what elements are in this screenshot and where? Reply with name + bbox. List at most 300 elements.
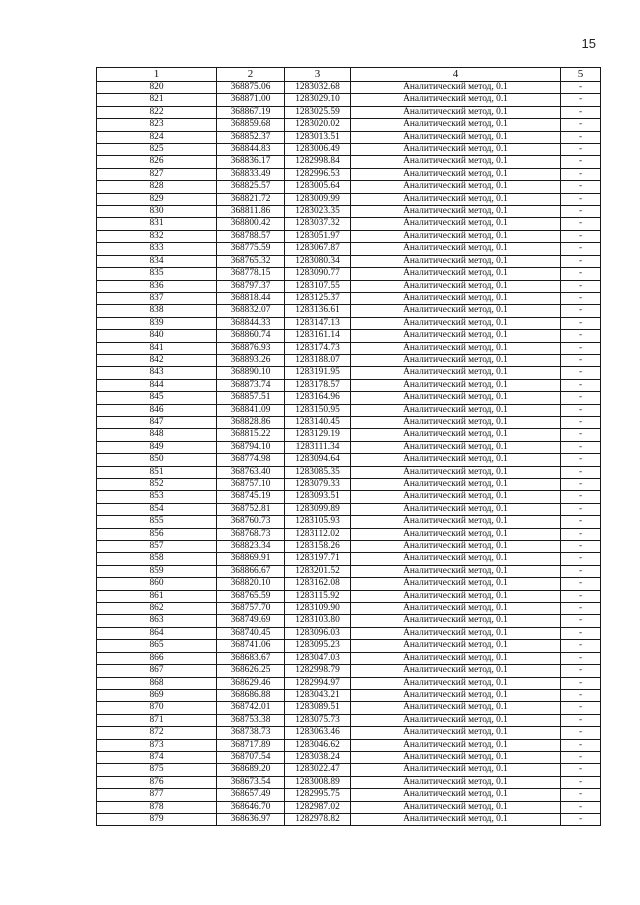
cell-description: - (561, 131, 601, 143)
cell-coordinate-x: 368760.73 (217, 516, 285, 528)
cell-coordinate-y: 1283094.64 (285, 454, 351, 466)
cell-coordinate-y: 1283096.03 (285, 627, 351, 639)
cell-description: - (561, 206, 601, 218)
table-row (97, 479, 601, 491)
cell-method-accuracy: Аналитический метод, 0.1 (351, 801, 561, 813)
cell-coordinate-y: 1283129.19 (285, 429, 351, 441)
cell-coordinate-x: 368844.33 (217, 317, 285, 329)
cell-description: - (561, 367, 601, 379)
table-row (97, 268, 601, 280)
table-row (97, 689, 601, 701)
cell-coordinate-x: 368836.17 (217, 156, 285, 168)
cell-coordinate-x: 368717.89 (217, 739, 285, 751)
cell-description: - (561, 603, 601, 615)
table-row (97, 652, 601, 664)
table-row (97, 640, 601, 652)
cell-coordinate-x: 368859.68 (217, 119, 285, 131)
cell-description: - (561, 528, 601, 540)
cell-coordinate-x: 368657.49 (217, 789, 285, 801)
cell-coordinate-y: 1283006.49 (285, 144, 351, 156)
cell-coordinate-y: 1283201.52 (285, 565, 351, 577)
cell-point-number: 822 (97, 106, 217, 118)
cell-method-accuracy: Аналитический метод, 0.1 (351, 665, 561, 677)
cell-description: - (561, 479, 601, 491)
cell-description: - (561, 218, 601, 230)
table-row (97, 429, 601, 441)
cell-method-accuracy: Аналитический метод, 0.1 (351, 317, 561, 329)
cell-point-number: 828 (97, 181, 217, 193)
cell-description: - (561, 317, 601, 329)
cell-coordinate-x: 368749.69 (217, 615, 285, 627)
cell-description: - (561, 280, 601, 292)
cell-coordinate-y: 1283013.51 (285, 131, 351, 143)
cell-method-accuracy: Аналитический метод, 0.1 (351, 354, 561, 366)
cell-point-number: 876 (97, 776, 217, 788)
cell-description: - (561, 689, 601, 701)
cell-description: - (561, 305, 601, 317)
cell-description: - (561, 813, 601, 825)
cell-description: - (561, 454, 601, 466)
cell-point-number: 864 (97, 627, 217, 639)
cell-description: - (561, 491, 601, 503)
cell-method-accuracy: Аналитический метод, 0.1 (351, 156, 561, 168)
table-row (97, 776, 601, 788)
cell-description: - (561, 292, 601, 304)
cell-description: - (561, 665, 601, 677)
cell-coordinate-y: 1283095.23 (285, 640, 351, 652)
cell-coordinate-y: 1283158.26 (285, 541, 351, 553)
table-row (97, 119, 601, 131)
cell-coordinate-x: 368815.22 (217, 429, 285, 441)
cell-coordinate-y: 1283103.80 (285, 615, 351, 627)
cell-description: - (561, 342, 601, 354)
cell-coordinate-y: 1283174.73 (285, 342, 351, 354)
cell-coordinate-x: 368753.38 (217, 714, 285, 726)
header-point-number: 1 (97, 68, 217, 82)
cell-method-accuracy: Аналитический метод, 0.1 (351, 367, 561, 379)
cell-point-number: 851 (97, 466, 217, 478)
cell-point-number: 825 (97, 144, 217, 156)
cell-description: - (561, 565, 601, 577)
cell-method-accuracy: Аналитический метод, 0.1 (351, 739, 561, 751)
cell-method-accuracy: Аналитический метод, 0.1 (351, 565, 561, 577)
cell-coordinate-x: 368738.73 (217, 727, 285, 739)
table-row (97, 168, 601, 180)
cell-coordinate-x: 368752.81 (217, 503, 285, 515)
cell-point-number: 835 (97, 268, 217, 280)
cell-method-accuracy: Аналитический метод, 0.1 (351, 392, 561, 404)
table-row (97, 367, 601, 379)
cell-coordinate-x: 368797.37 (217, 280, 285, 292)
cell-method-accuracy: Аналитический метод, 0.1 (351, 119, 561, 131)
cell-coordinate-x: 368893.26 (217, 354, 285, 366)
cell-point-number: 843 (97, 367, 217, 379)
cell-method-accuracy: Аналитический метод, 0.1 (351, 627, 561, 639)
cell-coordinate-y: 1283051.97 (285, 230, 351, 242)
table-row (97, 230, 601, 242)
cell-point-number: 868 (97, 677, 217, 689)
cell-coordinate-x: 368866.67 (217, 565, 285, 577)
table-row (97, 578, 601, 590)
table-row (97, 317, 601, 329)
cell-description: - (561, 466, 601, 478)
coordinates-table (96, 67, 601, 826)
cell-coordinate-y: 1282998.84 (285, 156, 351, 168)
cell-description: - (561, 354, 601, 366)
table-row (97, 243, 601, 255)
cell-coordinate-y: 1283047.03 (285, 652, 351, 664)
cell-coordinate-y: 1283197.71 (285, 553, 351, 565)
table-row (97, 82, 601, 94)
cell-coordinate-y: 1283046.62 (285, 739, 351, 751)
cell-method-accuracy: Аналитический метод, 0.1 (351, 479, 561, 491)
cell-point-number: 866 (97, 652, 217, 664)
cell-method-accuracy: Аналитический метод, 0.1 (351, 714, 561, 726)
table-row (97, 466, 601, 478)
table-row (97, 144, 601, 156)
cell-coordinate-y: 1283112.02 (285, 528, 351, 540)
cell-description: - (561, 789, 601, 801)
cell-point-number: 832 (97, 230, 217, 242)
table-row (97, 342, 601, 354)
cell-method-accuracy: Аналитический метод, 0.1 (351, 441, 561, 453)
table-row (97, 565, 601, 577)
cell-coordinate-y: 1283093.51 (285, 491, 351, 503)
cell-point-number: 821 (97, 94, 217, 106)
cell-method-accuracy: Аналитический метод, 0.1 (351, 342, 561, 354)
table-header (97, 68, 601, 82)
cell-method-accuracy: Аналитический метод, 0.1 (351, 292, 561, 304)
table-row (97, 280, 601, 292)
cell-point-number: 874 (97, 751, 217, 763)
cell-point-number: 862 (97, 603, 217, 615)
cell-coordinate-y: 1283025.59 (285, 106, 351, 118)
cell-method-accuracy: Аналитический метод, 0.1 (351, 144, 561, 156)
cell-description: - (561, 627, 601, 639)
cell-method-accuracy: Аналитический метод, 0.1 (351, 640, 561, 652)
cell-point-number: 852 (97, 479, 217, 491)
cell-coordinate-y: 1282987.02 (285, 801, 351, 813)
cell-coordinate-x: 368636.97 (217, 813, 285, 825)
table-body (97, 82, 601, 826)
cell-coordinate-x: 368832.07 (217, 305, 285, 317)
cell-coordinate-y: 1282995.75 (285, 789, 351, 801)
cell-point-number: 849 (97, 441, 217, 453)
cell-coordinate-y: 1283105.93 (285, 516, 351, 528)
cell-coordinate-y: 1283085.35 (285, 466, 351, 478)
cell-method-accuracy: Аналитический метод, 0.1 (351, 379, 561, 391)
table-row (97, 441, 601, 453)
cell-coordinate-x: 368890.10 (217, 367, 285, 379)
cell-coordinate-x: 368768.73 (217, 528, 285, 540)
cell-method-accuracy: Аналитический метод, 0.1 (351, 106, 561, 118)
page-number: 15 (581, 36, 596, 51)
cell-coordinate-y: 1283022.47 (285, 764, 351, 776)
cell-coordinate-y: 1283080.34 (285, 255, 351, 267)
cell-description: - (561, 230, 601, 242)
cell-coordinate-x: 368742.01 (217, 702, 285, 714)
cell-coordinate-x: 368860.74 (217, 330, 285, 342)
cell-description: - (561, 416, 601, 428)
cell-coordinate-y: 1283023.35 (285, 206, 351, 218)
table-row (97, 354, 601, 366)
cell-point-number: 833 (97, 243, 217, 255)
table-row (97, 677, 601, 689)
table-row (97, 491, 601, 503)
cell-point-number: 829 (97, 193, 217, 205)
cell-point-number: 839 (97, 317, 217, 329)
cell-coordinate-x: 368740.45 (217, 627, 285, 639)
cell-coordinate-y: 1283063.46 (285, 727, 351, 739)
cell-description: - (561, 404, 601, 416)
cell-point-number: 842 (97, 354, 217, 366)
cell-coordinate-x: 368683.67 (217, 652, 285, 664)
table-row (97, 603, 601, 615)
cell-coordinate-y: 1283136.61 (285, 305, 351, 317)
table-row (97, 305, 601, 317)
cell-point-number: 869 (97, 689, 217, 701)
cell-point-number: 831 (97, 218, 217, 230)
cell-method-accuracy: Аналитический метод, 0.1 (351, 590, 561, 602)
cell-method-accuracy: Аналитический метод, 0.1 (351, 702, 561, 714)
cell-coordinate-y: 1283079.33 (285, 479, 351, 491)
cell-point-number: 846 (97, 404, 217, 416)
table-row (97, 392, 601, 404)
cell-method-accuracy: Аналитический метод, 0.1 (351, 578, 561, 590)
cell-method-accuracy: Аналитический метод, 0.1 (351, 652, 561, 664)
cell-method-accuracy: Аналитический метод, 0.1 (351, 429, 561, 441)
cell-point-number: 875 (97, 764, 217, 776)
cell-description: - (561, 727, 601, 739)
cell-method-accuracy: Аналитический метод, 0.1 (351, 727, 561, 739)
cell-description: - (561, 702, 601, 714)
cell-description: - (561, 330, 601, 342)
table-row (97, 789, 601, 801)
cell-coordinate-x: 368673.54 (217, 776, 285, 788)
cell-coordinate-x: 368867.19 (217, 106, 285, 118)
table-row (97, 206, 601, 218)
cell-method-accuracy: Аналитический метод, 0.1 (351, 193, 561, 205)
cell-coordinate-x: 368794.10 (217, 441, 285, 453)
cell-method-accuracy: Аналитический метод, 0.1 (351, 454, 561, 466)
cell-point-number: 858 (97, 553, 217, 565)
cell-coordinate-x: 368833.49 (217, 168, 285, 180)
table-row (97, 404, 601, 416)
table-row (97, 541, 601, 553)
cell-point-number: 863 (97, 615, 217, 627)
cell-coordinate-y: 1283075.73 (285, 714, 351, 726)
cell-coordinate-y: 1283140.45 (285, 416, 351, 428)
cell-point-number: 872 (97, 727, 217, 739)
cell-description: - (561, 144, 601, 156)
table-row (97, 131, 601, 143)
table-row (97, 714, 601, 726)
cell-coordinate-y: 1283067.87 (285, 243, 351, 255)
cell-coordinate-y: 1283029.10 (285, 94, 351, 106)
cell-method-accuracy: Аналитический метод, 0.1 (351, 615, 561, 627)
cell-coordinate-y: 1283178.57 (285, 379, 351, 391)
cell-description: - (561, 119, 601, 131)
cell-coordinate-x: 368821.72 (217, 193, 285, 205)
cell-description: - (561, 193, 601, 205)
cell-description: - (561, 243, 601, 255)
cell-point-number: 853 (97, 491, 217, 503)
cell-coordinate-x: 368774.98 (217, 454, 285, 466)
table-row (97, 553, 601, 565)
cell-description: - (561, 379, 601, 391)
cell-coordinate-y: 1283150.95 (285, 404, 351, 416)
cell-coordinate-x: 368686.88 (217, 689, 285, 701)
cell-point-number: 871 (97, 714, 217, 726)
cell-method-accuracy: Аналитический метод, 0.1 (351, 466, 561, 478)
cell-coordinate-x: 368869.91 (217, 553, 285, 565)
cell-coordinate-x: 368800.42 (217, 218, 285, 230)
cell-coordinate-x: 368876.93 (217, 342, 285, 354)
cell-point-number: 870 (97, 702, 217, 714)
table-row (97, 156, 601, 168)
cell-point-number: 867 (97, 665, 217, 677)
cell-method-accuracy: Аналитический метод, 0.1 (351, 528, 561, 540)
cell-method-accuracy: Аналитический метод, 0.1 (351, 268, 561, 280)
cell-coordinate-y: 1283111.34 (285, 441, 351, 453)
cell-point-number: 841 (97, 342, 217, 354)
cell-coordinate-y: 1283009.99 (285, 193, 351, 205)
cell-point-number: 827 (97, 168, 217, 180)
cell-point-number: 820 (97, 82, 217, 94)
cell-point-number: 840 (97, 330, 217, 342)
cell-coordinate-x: 368823.34 (217, 541, 285, 553)
cell-coordinate-y: 1283162.08 (285, 578, 351, 590)
cell-method-accuracy: Аналитический метод, 0.1 (351, 689, 561, 701)
cell-description: - (561, 615, 601, 627)
cell-description: - (561, 106, 601, 118)
cell-description: - (561, 640, 601, 652)
cell-coordinate-y: 1282978.82 (285, 813, 351, 825)
cell-coordinate-y: 1283043.21 (285, 689, 351, 701)
cell-method-accuracy: Аналитический метод, 0.1 (351, 206, 561, 218)
cell-method-accuracy: Аналитический метод, 0.1 (351, 776, 561, 788)
cell-coordinate-y: 1283147.13 (285, 317, 351, 329)
cell-coordinate-x: 368825.57 (217, 181, 285, 193)
cell-point-number: 857 (97, 541, 217, 553)
cell-point-number: 850 (97, 454, 217, 466)
cell-coordinate-x: 368841.09 (217, 404, 285, 416)
cell-description: - (561, 82, 601, 94)
cell-coordinate-x: 368828.86 (217, 416, 285, 428)
table-row (97, 528, 601, 540)
cell-point-number: 830 (97, 206, 217, 218)
cell-point-number: 865 (97, 640, 217, 652)
cell-description: - (561, 392, 601, 404)
cell-point-number: 854 (97, 503, 217, 515)
cell-method-accuracy: Аналитический метод, 0.1 (351, 503, 561, 515)
cell-coordinate-x: 368763.40 (217, 466, 285, 478)
cell-method-accuracy: Аналитический метод, 0.1 (351, 82, 561, 94)
cell-coordinate-x: 368629.46 (217, 677, 285, 689)
table-row (97, 764, 601, 776)
cell-point-number: 836 (97, 280, 217, 292)
cell-method-accuracy: Аналитический метод, 0.1 (351, 280, 561, 292)
header-description: 5 (561, 68, 601, 82)
cell-coordinate-y: 1283090.77 (285, 268, 351, 280)
table-row (97, 292, 601, 304)
header-row (97, 68, 601, 82)
cell-point-number: 824 (97, 131, 217, 143)
cell-coordinate-x: 368811.86 (217, 206, 285, 218)
cell-coordinate-x: 368875.06 (217, 82, 285, 94)
cell-point-number: 873 (97, 739, 217, 751)
cell-point-number: 845 (97, 392, 217, 404)
cell-coordinate-x: 368788.57 (217, 230, 285, 242)
cell-point-number: 879 (97, 813, 217, 825)
cell-coordinate-x: 368820.10 (217, 578, 285, 590)
header-coordinate-y: 3 (285, 68, 351, 82)
cell-coordinate-x: 368765.32 (217, 255, 285, 267)
cell-coordinate-x: 368745.19 (217, 491, 285, 503)
cell-coordinate-x: 368646.70 (217, 801, 285, 813)
cell-method-accuracy: Аналитический метод, 0.1 (351, 181, 561, 193)
table-row (97, 702, 601, 714)
cell-description: - (561, 429, 601, 441)
cell-coordinate-x: 368689.20 (217, 764, 285, 776)
table-row (97, 181, 601, 193)
cell-coordinate-x: 368765.59 (217, 590, 285, 602)
table-row (97, 516, 601, 528)
cell-coordinate-x: 368626.25 (217, 665, 285, 677)
cell-coordinate-x: 368844.83 (217, 144, 285, 156)
cell-point-number: 861 (97, 590, 217, 602)
cell-method-accuracy: Аналитический метод, 0.1 (351, 541, 561, 553)
table-row (97, 739, 601, 751)
cell-point-number: 834 (97, 255, 217, 267)
table-row (97, 503, 601, 515)
cell-description: - (561, 764, 601, 776)
table-row (97, 751, 601, 763)
cell-description: - (561, 516, 601, 528)
cell-coordinate-x: 368852.37 (217, 131, 285, 143)
cell-coordinate-y: 1283161.14 (285, 330, 351, 342)
cell-description: - (561, 268, 601, 280)
cell-description: - (561, 578, 601, 590)
cell-method-accuracy: Аналитический метод, 0.1 (351, 230, 561, 242)
cell-coordinate-x: 368818.44 (217, 292, 285, 304)
header-coordinate-x: 2 (217, 68, 285, 82)
cell-description: - (561, 503, 601, 515)
header-method-accuracy: 4 (351, 68, 561, 82)
table-row (97, 627, 601, 639)
table-row (97, 813, 601, 825)
cell-point-number: 844 (97, 379, 217, 391)
cell-description: - (561, 751, 601, 763)
table-row (97, 727, 601, 739)
cell-method-accuracy: Аналитический метод, 0.1 (351, 404, 561, 416)
cell-point-number: 837 (97, 292, 217, 304)
cell-method-accuracy: Аналитический метод, 0.1 (351, 789, 561, 801)
cell-coordinate-y: 1283038.24 (285, 751, 351, 763)
cell-point-number: 823 (97, 119, 217, 131)
cell-method-accuracy: Аналитический метод, 0.1 (351, 330, 561, 342)
cell-coordinate-y: 1283099.89 (285, 503, 351, 515)
cell-description: - (561, 168, 601, 180)
cell-point-number: 847 (97, 416, 217, 428)
cell-method-accuracy: Аналитический метод, 0.1 (351, 218, 561, 230)
cell-point-number: 856 (97, 528, 217, 540)
cell-coordinate-x: 368757.70 (217, 603, 285, 615)
cell-point-number: 860 (97, 578, 217, 590)
table-row (97, 416, 601, 428)
cell-point-number: 838 (97, 305, 217, 317)
cell-method-accuracy: Аналитический метод, 0.1 (351, 305, 561, 317)
